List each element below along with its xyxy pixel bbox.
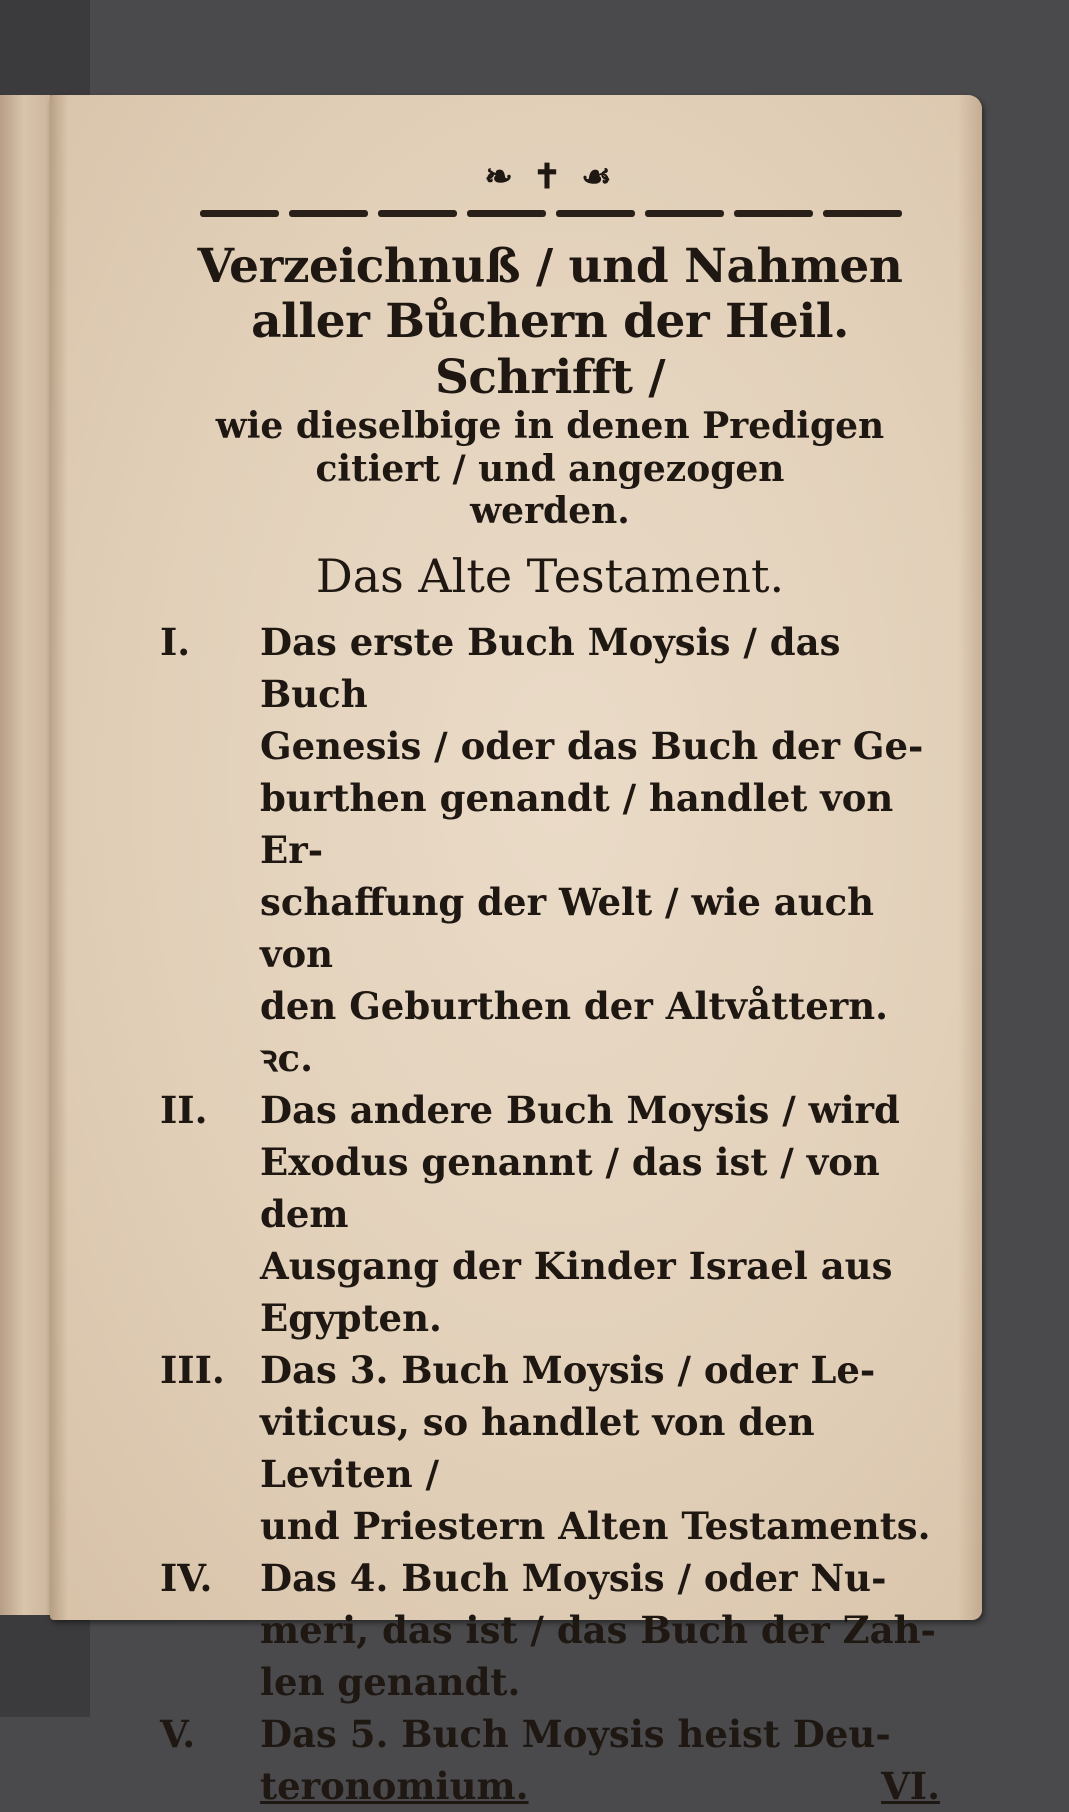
page-edge-shade xyxy=(958,95,982,1620)
entry-line: Das 5. Buch Moysis heist Deu- xyxy=(260,1711,891,1756)
entry-numeral: IV. xyxy=(160,1555,213,1600)
entry-line: Das erste Buch Moysis / das Buch xyxy=(260,619,841,716)
entry-line: len genandt. xyxy=(260,1659,521,1704)
entry-text xyxy=(260,1344,940,1552)
page-footer-line xyxy=(260,1760,940,1812)
list-item xyxy=(160,1552,940,1708)
list-item xyxy=(160,1344,940,1552)
entry-line: Ausgang der Kinder Israel aus xyxy=(260,1243,893,1288)
entry-line: burthen genandt / handlet von Er- xyxy=(260,775,894,872)
entry-text xyxy=(260,616,940,1084)
list-item xyxy=(160,1708,940,1760)
entry-numeral: II. xyxy=(160,1087,208,1132)
entry-line: Das 4. Buch Moysis / oder Nu- xyxy=(260,1555,887,1600)
catchword: VI. xyxy=(881,1763,940,1808)
title-line: wie dieselbige in denen Predigen xyxy=(215,405,885,448)
book-list xyxy=(160,616,940,1812)
entry-line: und Priestern Alten Testaments. xyxy=(260,1503,931,1548)
entry-line: meri, das ist / das Buch der Zah- xyxy=(260,1607,936,1652)
decorative-rule xyxy=(200,207,902,219)
title-line: Verzeichnuß / und Nahmen xyxy=(197,239,903,294)
page-title xyxy=(160,239,940,533)
entry-line: schaffung der Welt / wie auch von xyxy=(260,879,875,976)
list-item xyxy=(160,616,940,1084)
entry-line: Genesis / oder das Buch der Ge- xyxy=(260,723,924,768)
last-line: teronomium. xyxy=(260,1763,529,1808)
section-heading: Das Alte Testament. xyxy=(315,548,785,603)
title-line: aller Bůchern der Heil. Schrifft / xyxy=(251,294,849,405)
title-line: citiert / und angezogen xyxy=(315,447,785,490)
entry-text xyxy=(260,1708,940,1760)
entry-numeral: III. xyxy=(160,1347,225,1392)
entry-line: den Geburthen der Altvåttern. ꝛc. xyxy=(260,983,889,1080)
entry-line: Das 3. Buch Moysis / oder Le- xyxy=(260,1347,876,1392)
entry-line: Exodus genannt / das ist / von dem xyxy=(260,1139,880,1236)
page-content xyxy=(160,155,940,1812)
entry-text xyxy=(260,1084,940,1344)
entry-line: Das andere Buch Moysis / wird xyxy=(260,1087,900,1132)
entry-text xyxy=(260,1552,940,1708)
list-item xyxy=(160,1084,940,1344)
title-line: werden. xyxy=(470,490,630,533)
entry-numeral: I. xyxy=(160,619,191,664)
entry-numeral: V. xyxy=(160,1711,196,1756)
book-page xyxy=(50,95,982,1808)
entry-line: Egypten. xyxy=(260,1295,442,1340)
entry-line: viticus, so handlet von den Leviten / xyxy=(260,1399,815,1496)
ornament-cross-icon: ❧ ✝ ☙ xyxy=(484,157,616,197)
